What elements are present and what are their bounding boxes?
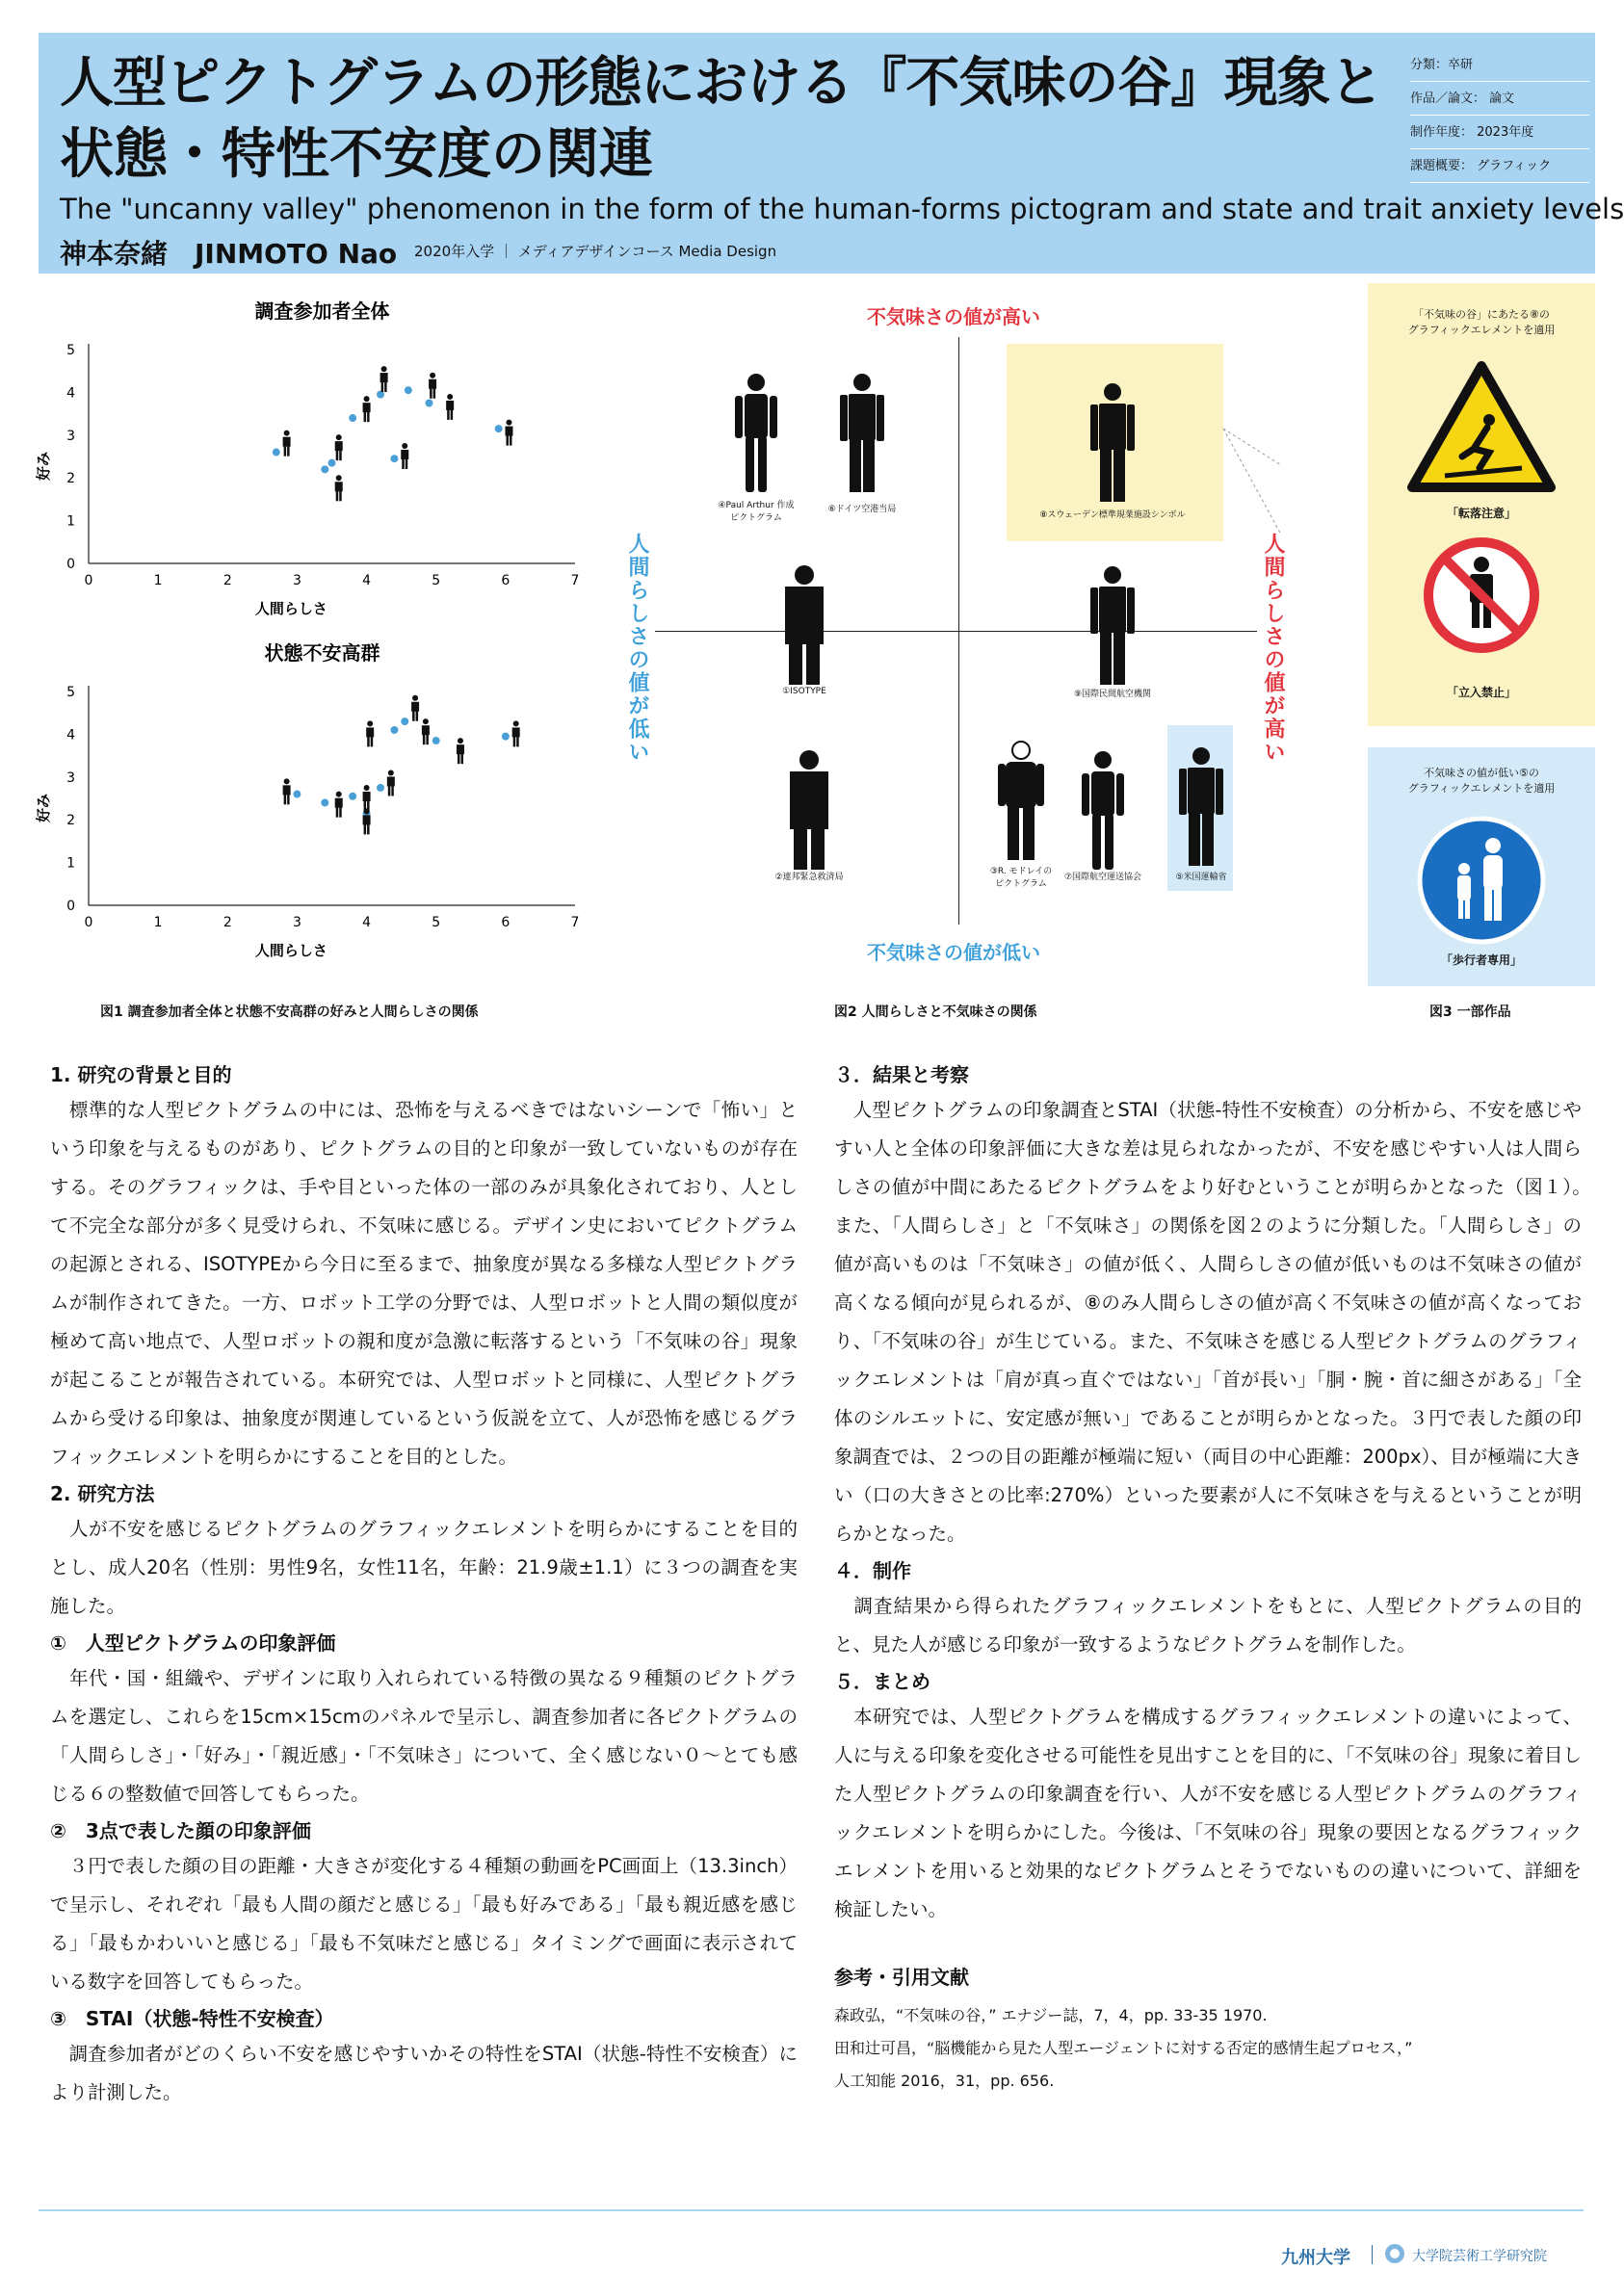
pictogram-1-label: ①ISOTYPE: [782, 687, 826, 696]
x-tick-label: 6: [501, 915, 511, 930]
section-4-heading: ４．制作: [834, 1559, 911, 1582]
figure-2: [607, 294, 1285, 987]
title-line-1: 人型ピクトグラムの形態における『不気味の谷』現象と: [60, 52, 1383, 115]
fig1-caption: 図1 調査参加者全体と状態不安高群の好みと人間らしさの関係: [100, 1004, 479, 1020]
pictogram-marker-icon: [401, 443, 408, 469]
chart-title: 状態不安高群: [264, 641, 380, 665]
pictogram-marker-icon: [380, 366, 388, 392]
x-tick-label: 3: [292, 915, 301, 930]
section-3-text: 人型ピクトグラムの印象調査とSTAI（状態-特性不安検査）の分析から、不安を感じやすい人と全体の印象評価に大きな差は見られなかったが、不安を感じやすい人は人間らしさの値が中間にあたるピクトグラムをより好むということが明らかとなった（図１）。 また、「人間らしさ」と「不気味さ」の関係を図２のように分類した。「人間らしさ」の値が高いものは「不気味さ」の値が低く、人間らしさの値が低いものは不気味さの値が高くなる傾向が見られるが、⑧のみ人間らしさの値が高く不気味さの値が高くなっており、「不気味の谷」が生じている。また、不気味さを感じる人型ピクトグラムのグラフィックエレメントは「肩が真っ直ぐではない」「首が長い」「胴・腕・首に細さがある」「全体のシルエットに、安定感が無い」であることが明らかとなった。３円で表した顔の印象調査では、２つの目の距離が極端に短い（両目の中心距離：200px）、目が極端に大きい（口の大きさとの比率:270%）といった要素が人に不気味さを与えるということが明らかとなった。: [834, 1099, 1601, 1545]
section-2c-heading: ③ STAI（状態-特性不安検査）: [50, 2007, 334, 2030]
pictogram-marker-icon: [387, 770, 395, 796]
x-tick-label: 2: [223, 573, 232, 588]
fig2-bottom-label: 不気味さの値が低い: [867, 941, 1040, 964]
x-tick-label: 7: [570, 573, 580, 588]
pictogram-9-icon: [1084, 563, 1141, 689]
data-point: [432, 737, 440, 744]
fig3-caption: 図3 一部作品: [1429, 1004, 1511, 1020]
pictogram-4-icon: [727, 371, 785, 496]
warning-fall-sign-icon: [1406, 360, 1557, 493]
pictogram-marker-icon: [512, 720, 520, 746]
meta-year: 制作年度： 2023年度: [1410, 116, 1589, 149]
x-tick-label: 5: [432, 573, 441, 588]
x-tick-label: 7: [570, 915, 580, 930]
pictogram-1-icon: [775, 563, 833, 689]
pictogram-marker-icon: [457, 738, 464, 764]
data-point: [349, 793, 356, 800]
faculty-logo-icon: [1383, 2242, 1406, 2265]
fig3-yellow-heading: 「不気味の谷」にあたる⑧の グラフィックエレメントを適用: [1407, 308, 1556, 336]
data-point: [328, 459, 336, 467]
section-2-heading: 2. 研究方法: [50, 1482, 155, 1505]
header-banner: [39, 33, 1624, 274]
fig3-blue-panel: [1368, 747, 1595, 986]
x-tick-label: 0: [84, 573, 93, 588]
pictogram-marker-icon: [335, 475, 343, 501]
data-point: [495, 425, 503, 432]
left-column: [50, 1059, 798, 2112]
x-tick-label: 3: [292, 573, 301, 588]
meta-summary: 課題概要： グラフィック: [1410, 149, 1589, 183]
references-heading: 参考・引用文献: [834, 1966, 969, 1989]
pictogram-6-icon: [833, 371, 891, 496]
y-tick-label: 0: [66, 899, 75, 914]
pictogram-5-icon: [1172, 744, 1230, 870]
x-tick-label: 4: [362, 573, 372, 588]
pictogram-marker-icon: [363, 785, 371, 811]
pictogram-7-label: ⑦国際航空運送協会: [1063, 873, 1142, 882]
pictogram-5-label: ⑤米国運輸省: [1175, 873, 1227, 882]
pictogram-marker-icon: [429, 373, 436, 399]
data-point: [426, 400, 433, 407]
section-2b-heading: ② 3点で表した顔の印象評価: [50, 1819, 311, 1842]
y-tick-label: 1: [66, 855, 75, 872]
chart-title: 調査参加者全体: [254, 300, 390, 323]
section-2-text: 人が不安を感じるピクトグラムのグラフィックエレメントを明らかにすることを目的とし、成人20名（性別：男性9名，女性11名，年齢：21.9歳±1.1）に３つの調査を実施した。: [50, 1518, 798, 1617]
pictogram-6-label: ⑥ドイツ空港当局: [827, 505, 897, 514]
y-tick-label: 2: [66, 813, 75, 829]
pictogram-marker-icon: [505, 420, 512, 446]
sign2-label: 「立入禁止」: [1446, 686, 1516, 699]
pictogram-marker-icon: [283, 778, 291, 804]
sign3-label: 「歩行者専用」: [1440, 953, 1522, 967]
pictogram-8-icon: [1084, 380, 1141, 506]
meta-category: 分類：卒研: [1410, 48, 1589, 82]
right-column: [834, 1059, 1601, 2098]
data-point: [390, 726, 398, 734]
pictogram-marker-icon: [335, 792, 343, 818]
pictogram-marker-icon: [411, 695, 419, 721]
connector-lines: [1223, 429, 1281, 544]
section-5-heading: ５．まとめ: [834, 1670, 930, 1693]
y-tick-label: 1: [66, 513, 75, 530]
data-point: [321, 465, 328, 473]
footer-divider: [39, 2209, 1584, 2211]
pictogram-2-icon: [780, 748, 838, 874]
pictogram-marker-icon: [335, 434, 343, 460]
x-tick-label: 4: [362, 915, 372, 930]
pictogram-9-label: ⑨国際民間航空機関: [1073, 690, 1152, 699]
x-axis-label: 人間らしさ: [254, 600, 327, 617]
sign1-label: 「転落注意」: [1446, 507, 1516, 520]
section-2a-text: 年代・国・組織や、デザインに取り入れられている特徴の異なる９種類のピクトグラムを選定し、これらを15cm×15cmのパネルで呈示し、調査参加者に各ピクトグラムの「人間らしさ」・「好み」・「親近感」・「不気味さ」について、全く感じない０～とても感じる６の整数値で回答してもらった。: [50, 1667, 798, 1805]
section-2b-text: ３円で表した顔の目の距離・大きさが変化する４種類の動画をPC画面上（13.3inch）で呈示し、それぞれ「最も人間の顔だと感じる」「最も好みである」「最も親近感を感じる」「最もかわいいと感じる」「最も不気味だと感じる」タイミングで画面に表示されている数字を回答してもらった。: [50, 1855, 798, 1993]
scatter-chart-all: [35, 289, 597, 617]
pictogram-marker-icon: [283, 430, 291, 457]
data-point: [502, 733, 510, 741]
data-point: [401, 718, 408, 725]
no-entry-sign-icon: [1422, 535, 1541, 655]
pictogram-marker-icon: [422, 718, 430, 744]
pictogram-2-label: ②連邦緊急救済局: [774, 873, 844, 882]
x-tick-label: 0: [84, 915, 93, 930]
x-axis-label: 人間らしさ: [254, 942, 327, 959]
fig2-left-label: 人間らしさの値が低い: [625, 533, 649, 764]
section-3-heading: ３．結果と考察: [834, 1063, 969, 1086]
x-tick-label: 5: [432, 915, 441, 930]
y-tick-label: 5: [66, 685, 75, 700]
x-tick-label: 1: [153, 915, 163, 930]
title-english: The "uncanny valley" phenomenon in the form of the human-forms pictogram and state and trait anxiety levels: [60, 193, 1624, 225]
pictogram-3-icon: [992, 739, 1050, 864]
fig2-horizontal-axis: [655, 631, 1257, 632]
fig2-top-label: 不気味さの値が高い: [867, 305, 1040, 328]
x-tick-label: 1: [153, 573, 163, 588]
section-4-text: 調査結果から得られたグラフィックエレメントをもとに、人型ピクトグラムの目的と、見た人が感じる印象が一致するようなピクトグラムを制作した。: [834, 1595, 1582, 1656]
y-tick-label: 5: [66, 343, 75, 358]
section-2c-text: 調査参加者がどのくらい不安を感じやすいかその特性をSTAI（状態-特性不安検査）により計測した。: [50, 2043, 798, 2103]
y-tick-label: 0: [66, 557, 75, 572]
data-point: [377, 784, 384, 792]
meta-type: 作品／論文： 論文: [1410, 82, 1589, 116]
y-tick-label: 4: [66, 385, 75, 402]
meta-table: [1410, 48, 1589, 183]
university-logo: 九州大学: [1281, 2248, 1350, 2268]
pictogram-marker-icon: [363, 396, 371, 422]
footer-separator: [1372, 2245, 1373, 2264]
affiliation: 2020年入学 ｜ メディアデザインコース Media Design: [414, 243, 777, 260]
section-1-heading: 1. 研究の背景と目的: [50, 1063, 232, 1086]
reference-1: 森政弘，“不気味の谷，” エナジー誌，7，4，pp. 33-35 1970.: [834, 2006, 1268, 2024]
fig2-right-label: 人間らしさの値が高い: [1261, 533, 1285, 764]
section-5-text: 本研究では、人型ピクトグラムを構成するグラフィックエレメントの違いによって、人に与える印象を変化させる可能性を見出すことを目的に、「不気味の谷」現象に着目した人型ピクトグラムの印象調査を行い、人が不安を感じる人型ピクトグラムのグラフィックエレメントを明らかにした。今後は、「不気味の谷」現象の要因となるグラフィックエレメントを用いると効果的なピクトグラムとそうでないものの違いについて、詳細を検証したい。: [834, 1706, 1582, 1920]
data-point: [273, 449, 280, 457]
data-point: [349, 414, 356, 422]
data-point: [293, 791, 301, 798]
x-tick-label: 2: [223, 915, 232, 930]
pedestrian-sign-icon: [1414, 813, 1549, 948]
author-name: 神本奈緒 JINMOTO Nao: [60, 238, 398, 270]
title-line-2: 状態・特性不安度の関連: [60, 123, 653, 186]
data-point: [405, 386, 412, 394]
pictogram-4-label: ④Paul Arthur 作成 ピクトグラム: [718, 501, 795, 523]
y-axis-label: 好み: [35, 451, 52, 482]
reference-2: 田和辻可昌，“脳機能から見た人型エージェントに対する否定的感情生起プロセス，”: [834, 2039, 1413, 2057]
y-tick-label: 2: [66, 471, 75, 487]
y-axis-label: 好み: [35, 793, 52, 823]
y-tick-label: 4: [66, 727, 75, 744]
pictogram-marker-icon: [363, 808, 371, 834]
fig3-yellow-panel: [1368, 283, 1595, 726]
y-tick-label: 3: [66, 770, 75, 786]
section-2a-heading: ① 人型ピクトグラムの印象評価: [50, 1631, 336, 1655]
pictogram-marker-icon: [366, 720, 374, 746]
data-point: [321, 798, 328, 806]
pictogram-8-label: ⑧スウェーデン標準規業施設シンボル: [1039, 510, 1186, 520]
fig2-caption: 図2 人間らしさと不気味さの関係: [834, 1004, 1037, 1020]
fig3-blue-heading: 不気味さの値が低い⑤の グラフィックエレメントを適用: [1407, 767, 1556, 795]
section-1-text: 標準的な人型ピクトグラムの中には、恐怖を与えるべきではないシーンで「怖い」という印象を与えるものがあり、ピクトグラムの目的と印象が一致していないものが存在する。そのグラフィックは、手や目といった体の一部のみが具象化されており、人として不完全な部分が多く見受けられ、不気味に感じる。デザイン史においてピクトグラムの起源とされる、ISOTYPEから今日に至るまで、抽象度が異なる多様な人型ピクトグラムが制作されてきた。一方、ロボット工学の分野では、人型ロボットと人間の類似度が極めて高い地点で、人型ロボットの親和度が急激に転落するという「不気味の谷」現象が起こることが報告されている。本研究では、人型ロボットと同様に、人型ピクトグラムから受ける印象は、抽象度が関連しているという仮説を立て、人が恐怖を感じるグラフィックエレメントを明らかにすることを目的とした。: [50, 1099, 798, 1468]
reference-3: 人工知能 2016，31，pp. 656.: [834, 2072, 1055, 2090]
x-tick-label: 6: [501, 573, 511, 588]
pictogram-marker-icon: [446, 394, 454, 420]
pictogram-3-label: ③R. モドレイの ピクトグラム: [989, 867, 1053, 889]
scatter-chart-anxiety: [35, 631, 597, 963]
pictogram-7-icon: [1074, 748, 1132, 874]
faculty-name: 大学院芸術工学研究院: [1412, 2249, 1547, 2264]
data-point: [390, 455, 398, 462]
y-tick-label: 3: [66, 428, 75, 444]
